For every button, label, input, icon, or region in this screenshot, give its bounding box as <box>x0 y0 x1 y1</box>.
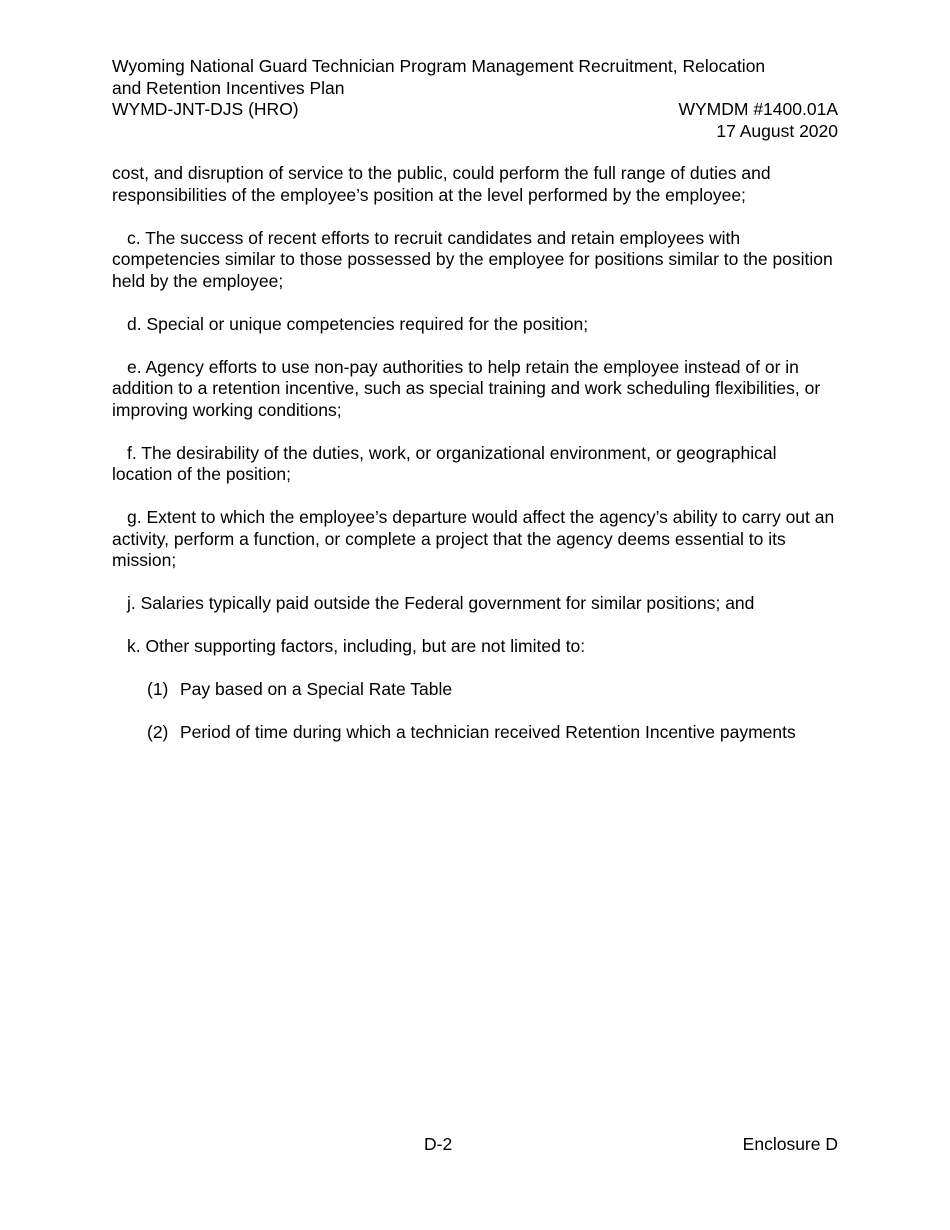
item-k: k. Other supporting factors, including, but are not limited to: <box>127 636 586 656</box>
document-body <box>112 163 838 765</box>
header-title-line-2: and Retention Incentives Plan <box>112 77 345 98</box>
item-f: f. The desirability of the duties, work, or organizational environment, or geographical location of the position; <box>112 442 777 484</box>
page-footer <box>112 1134 838 1156</box>
header-office: WYMD-JNT-DJS (HRO) <box>112 99 299 119</box>
subitem-1-number: (1) <box>147 679 169 699</box>
header-date: 17 August 2020 <box>716 120 838 141</box>
subitem-2-text: Period of time during which a technician received Retention Incentive payments <box>180 722 796 742</box>
item-j: j. Salaries typically paid outside the Federal government for similar positions; and <box>127 593 755 613</box>
item-c: c. The success of recent efforts to recruit candidates and retain employees with competencies similar to those possessed by the employee for positions similar to the position held by the employee; <box>112 227 833 291</box>
enclosure-label: Enclosure D <box>742 1134 838 1154</box>
page-number: D-2 <box>424 1134 453 1154</box>
subitem-1 <box>112 679 838 701</box>
subitem-2-number: (2) <box>147 722 169 742</box>
item-g: g. Extent to which the employee’s departure would affect the agency’s ability to carry out an activity, perform a function, or complete a project that the agency deems essential to its mission; <box>112 507 835 570</box>
page-header <box>112 56 838 142</box>
header-office-row <box>112 99 838 121</box>
header-title-line-1: Wyoming National Guard Technician Program Management Recruitment, Relocation <box>112 56 766 76</box>
subitem-1-text: Pay based on a Special Rate Table <box>180 679 453 699</box>
subitem-2 <box>112 722 838 744</box>
header-doc-number: WYMDM #1400.01A <box>678 99 838 119</box>
item-d: d. Special or unique competencies required for the position; <box>127 313 589 334</box>
item-e: e. Agency efforts to use non-pay authorities to help retain the employee instead of or in addition to a retention incentive, such as special training and work scheduling flexibilities, or improving working conditions; <box>112 356 821 420</box>
continuation-paragraph: cost, and disruption of service to the public, could perform the full range of duties and responsibilities of the employee’s position at the level performed by the employee; <box>112 163 771 205</box>
